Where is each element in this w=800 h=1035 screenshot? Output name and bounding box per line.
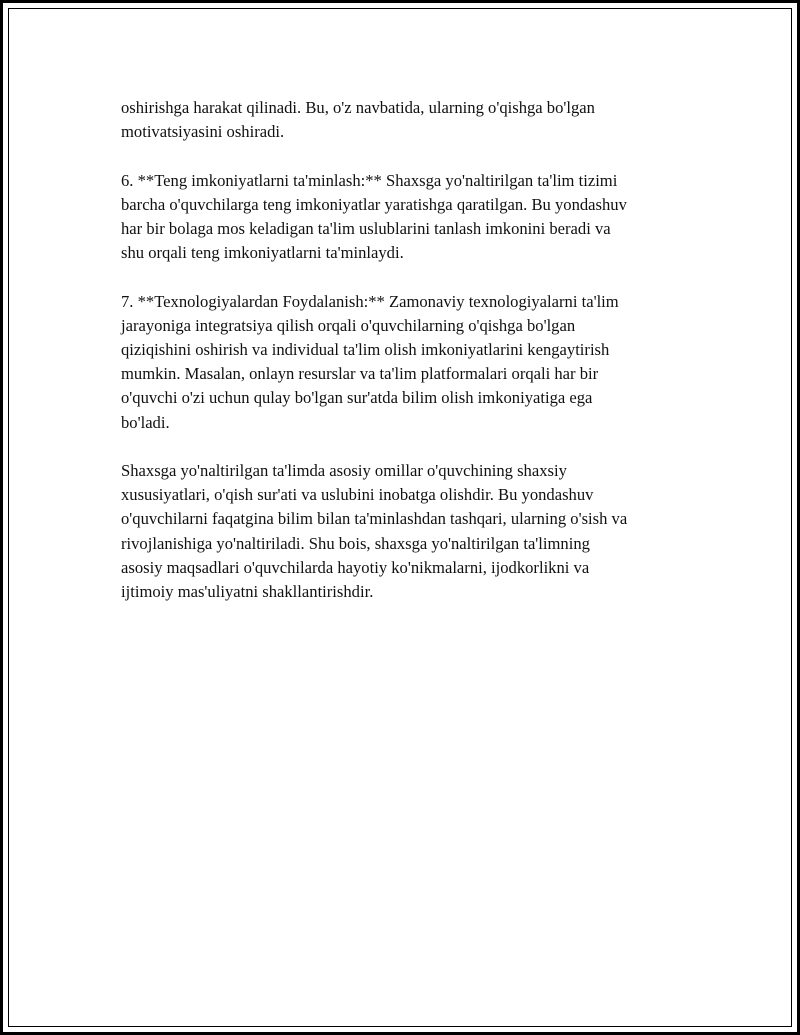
paragraph-technology-use [121, 290, 691, 435]
text-line: Shaxsga yo'naltirilgan ta'limda asosiy omillar o'quvchining shaxsiy [121, 461, 567, 480]
paragraph-conclusion [121, 459, 691, 604]
text-line: qiziqishini oshirish va individual ta'lim olish imkoniyatlarini kengaytirish [121, 340, 610, 359]
text-line: xususiyatlari, o'qish sur'ati va uslubini inobatga olishdir. Bu yondashuv [121, 485, 594, 505]
text-line: rivojlanishiga yo'naltiriladi. Shu bois, shaxsga yo'naltirilgan ta'limning [121, 533, 590, 553]
text-line: 6. **Teng imkoniyatlarni ta'minlash:** Shaxsga yo'naltirilgan ta'lim tizimi [121, 170, 618, 190]
text-line: o'quvchi o'zi uchun qulay bo'lgan sur'atda bilim olish imkoniyatiga ega [121, 388, 593, 408]
paragraph-motivation-continuation [121, 96, 691, 144]
text-line: mumkin. Masalan, onlayn resurslar va ta'lim platformalari orqali har bir [121, 364, 599, 384]
text-line: o'quvchilarni faqatgina bilim bilan ta'minlashdan tashqari, ularning o'sish va [121, 509, 628, 529]
text-line: har bir bolaga mos keladigan ta'lim uslublarini tanlash imkonini beradi va [121, 219, 611, 238]
text-line: shu orqali teng imkoniyatlarni ta'minlaydi. [121, 243, 404, 263]
text-line: motivatsiyasini oshiradi. [121, 122, 285, 142]
text-line: 7. **Texnologiyalardan Foydalanish:** Zamonaviy texnologiyalarni ta'lim [121, 291, 619, 311]
text-line: barcha o'quvchilarga teng imkoniyatlar yaratishga qaratilgan. Bu yondashuv [121, 194, 627, 214]
text-line: jarayoniga integratsiya qilish orqali o'quvchilarning o'qishga bo'lgan [121, 315, 576, 335]
paragraph-equal-opportunities [121, 169, 691, 266]
text-line: asosiy maqsadlari o'quvchilarda hayotiy ko'nikmalarni, ijodkorlikni va [121, 557, 590, 577]
text-line: oshirishga harakat qilinadi. Bu, o'z navbatida, ularning o'qishga bo'lgan [121, 98, 595, 117]
document-body [121, 96, 691, 604]
text-line: bo'ladi. [121, 412, 170, 432]
text-line: ijtimoiy mas'uliyatni shakllantirishdir. [121, 582, 374, 602]
